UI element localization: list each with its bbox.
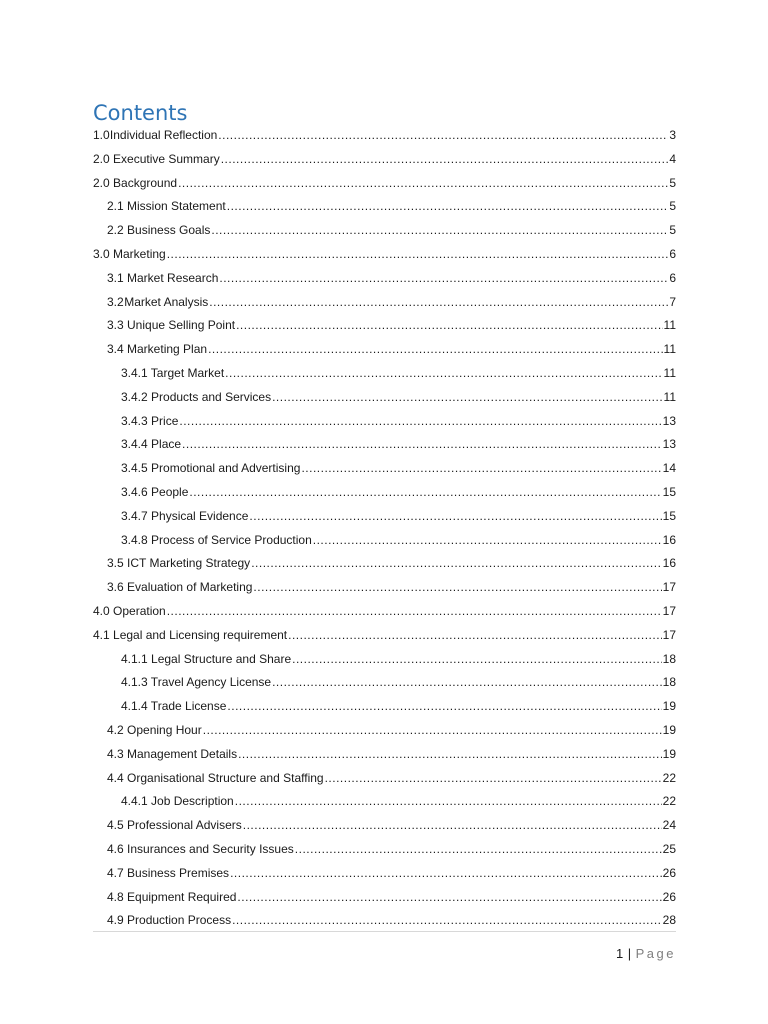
toc-entry[interactable]	[93, 172, 676, 196]
dot-leader	[236, 315, 662, 335]
toc-entry-label: 2.0 Background	[93, 175, 178, 190]
dot-leader	[209, 292, 668, 312]
toc-entry[interactable]	[93, 886, 676, 910]
toc-entry[interactable]	[93, 719, 676, 743]
toc-entry-label: 4.1.4 Trade License	[121, 699, 227, 714]
dot-leader	[313, 530, 662, 550]
dot-leader	[189, 482, 661, 502]
toc-entry-label: 3.4 Marketing Plan	[107, 342, 208, 357]
toc-entry-page: 11	[663, 342, 676, 357]
toc-entry-page: 18	[662, 675, 676, 690]
footer-separator: |	[627, 946, 632, 961]
toc-entry[interactable]	[93, 695, 676, 719]
toc-entry[interactable]	[93, 314, 676, 338]
toc-entry-label: 4.2 Opening Hour	[107, 722, 202, 737]
toc-entry[interactable]	[93, 552, 676, 576]
toc-entry[interactable]	[93, 576, 676, 600]
toc-entry[interactable]	[93, 457, 676, 481]
toc-entry-label: 3.4.5 Promotional and Advertising	[121, 461, 301, 476]
toc-entry-label: 4.9 Production Process	[107, 913, 232, 928]
toc-entry[interactable]	[93, 291, 676, 315]
dot-leader	[218, 125, 668, 145]
toc-entry-page: 16	[662, 532, 676, 547]
dot-leader	[235, 791, 662, 811]
page-number: 1	[616, 946, 624, 961]
page-footer	[616, 946, 676, 961]
toc-entry[interactable]	[93, 648, 676, 672]
toc-entry-page: 11	[663, 318, 676, 333]
toc-entry-page: 24	[662, 818, 676, 833]
dot-leader	[179, 411, 661, 431]
dot-leader	[230, 863, 662, 883]
dot-leader	[249, 506, 661, 526]
toc-entry-label: 3.1 Market Research	[107, 270, 219, 285]
toc-entry-page: 17	[662, 580, 676, 595]
dot-leader	[225, 363, 662, 383]
dot-leader	[211, 220, 668, 240]
toc-entry[interactable]	[93, 909, 676, 933]
toc-entry[interactable]	[93, 600, 676, 624]
toc-entry[interactable]	[93, 529, 676, 553]
toc-entry-label: 4.3 Management Details	[107, 746, 238, 761]
toc-entry-page: 11	[663, 365, 676, 380]
dot-leader	[292, 649, 662, 669]
toc-entry-label: 4.4.1 Job Description	[121, 794, 234, 809]
dot-leader	[238, 744, 662, 764]
toc-entry-page: 14	[662, 461, 676, 476]
toc-entry[interactable]	[93, 790, 676, 814]
toc-entry[interactable]	[93, 767, 676, 791]
dot-leader	[325, 768, 662, 788]
toc-entry-number: 1.0	[93, 128, 110, 142]
dot-leader	[237, 887, 661, 907]
toc-entry-page: 15	[662, 484, 676, 499]
toc-entry-label: 3.4.2 Products and Services	[121, 389, 272, 404]
toc-entry-number: 3.2	[107, 294, 124, 309]
dot-leader	[203, 720, 662, 740]
toc-entry-label: 4.7 Business Premises	[107, 865, 230, 880]
toc-entry-label: 4.0 Operation	[93, 603, 166, 618]
toc-entry[interactable]	[93, 671, 676, 695]
toc-entry-page: 26	[662, 865, 676, 880]
toc-entry-label: Market Analysis	[124, 294, 209, 309]
dot-leader	[301, 458, 661, 478]
toc-entry-label: 4.1.3 Travel Agency License	[121, 675, 272, 690]
dot-leader	[178, 173, 668, 193]
toc-entry-label: 4.6 Insurances and Security Issues	[107, 841, 294, 856]
toc-entry-label: Individual Reflection	[109, 128, 218, 142]
toc-entry-label: 3.5 ICT Marketing Strategy	[107, 556, 251, 571]
dot-leader	[219, 268, 668, 288]
toc-entry-label: 4.4 Organisational Structure and Staffing	[107, 770, 324, 785]
toc-entry-label: 2.1 Mission Statement	[107, 199, 226, 214]
toc-entry[interactable]	[93, 124, 676, 148]
dot-leader	[227, 696, 661, 716]
toc-entry-label: 3.4.8 Process of Service Production	[121, 532, 312, 547]
dot-leader	[167, 244, 669, 264]
dot-leader	[295, 839, 662, 859]
footer-divider	[93, 931, 676, 932]
table-of-contents	[93, 124, 676, 933]
toc-entry[interactable]	[93, 267, 676, 291]
toc-entry-page: 18	[662, 651, 676, 666]
dot-leader	[251, 553, 661, 573]
toc-entry-page: 3	[669, 128, 676, 142]
toc-entry[interactable]	[93, 624, 676, 648]
toc-entry-page: 6	[669, 270, 676, 285]
toc-entry-page: 15	[662, 508, 676, 523]
toc-entry-page: 19	[662, 746, 676, 761]
dot-leader	[167, 601, 662, 621]
toc-entry-page: 25	[662, 841, 676, 856]
toc-entry[interactable]	[93, 338, 676, 362]
page-label: Page	[635, 946, 676, 961]
toc-entry-label: 2.2 Business Goals	[107, 223, 211, 238]
toc-entry[interactable]	[93, 838, 676, 862]
toc-entry-page: 5	[669, 199, 676, 214]
dot-leader	[243, 815, 662, 835]
toc-entry[interactable]	[93, 814, 676, 838]
toc-entry-page: 4	[669, 151, 676, 166]
toc-entry-label: 4.8 Equipment Required	[107, 889, 237, 904]
dot-leader	[182, 434, 662, 454]
dot-leader	[232, 910, 662, 930]
toc-entry-label: 3.4.7 Physical Evidence	[121, 508, 249, 523]
dot-leader	[227, 196, 669, 216]
toc-entry[interactable]	[93, 505, 676, 529]
toc-entry-page: 26	[662, 889, 676, 904]
toc-entry-page: 17	[662, 627, 676, 642]
toc-entry-page: 5	[669, 223, 676, 238]
toc-entry[interactable]	[93, 243, 676, 267]
toc-entry-label: 3.0 Marketing	[93, 246, 166, 261]
toc-entry-page: 13	[662, 437, 676, 452]
toc-entry[interactable]	[93, 481, 676, 505]
toc-entry-page: 16	[662, 556, 676, 571]
toc-entry-label: 3.4.6 People	[121, 484, 189, 499]
toc-entry-page: 11	[663, 389, 676, 404]
toc-entry-label: 4.1 Legal and Licensing requirement	[93, 627, 288, 642]
toc-entry-page: 19	[662, 699, 676, 714]
toc-entry-label: 4.1.1 Legal Structure and Share	[121, 651, 292, 666]
toc-entry-label: 4.5 Professional Advisers	[107, 818, 242, 833]
toc-entry-page: 5	[669, 175, 676, 190]
dot-leader	[272, 387, 662, 407]
toc-entry-page: 17	[662, 603, 676, 618]
dot-leader	[288, 625, 662, 645]
toc-entry-page: 7	[669, 294, 676, 309]
contents-heading: Contents	[93, 101, 188, 125]
toc-entry-page: 13	[662, 413, 676, 428]
toc-entry-page: 6	[669, 246, 676, 261]
toc-entry[interactable]	[93, 386, 676, 410]
toc-entry-page: 22	[662, 770, 676, 785]
toc-entry-label: 3.4.1 Target Market	[121, 365, 225, 380]
toc-entry[interactable]	[93, 743, 676, 767]
toc-entry[interactable]	[93, 862, 676, 886]
toc-entry[interactable]	[93, 410, 676, 434]
toc-entry-label: 3.6 Evaluation of Marketing	[107, 580, 253, 595]
toc-entry[interactable]	[93, 148, 676, 172]
dot-leader	[208, 339, 662, 359]
dot-leader	[253, 577, 661, 597]
toc-entry[interactable]	[93, 362, 676, 386]
toc-entry-label: 3.4.4 Place	[121, 437, 182, 452]
toc-entry-label: 3.3 Unique Selling Point	[107, 318, 236, 333]
dot-leader	[272, 672, 662, 692]
toc-entry[interactable]	[93, 195, 676, 219]
toc-entry[interactable]	[93, 433, 676, 457]
toc-entry-label: 2.0 Executive Summary	[93, 151, 220, 166]
toc-entry[interactable]	[93, 219, 676, 243]
toc-entry-page: 19	[662, 722, 676, 737]
toc-entry-label: 3.4.3 Price	[121, 413, 179, 428]
dot-leader	[221, 149, 669, 169]
toc-entry-page: 28	[662, 913, 676, 928]
toc-entry-page: 22	[662, 794, 676, 809]
